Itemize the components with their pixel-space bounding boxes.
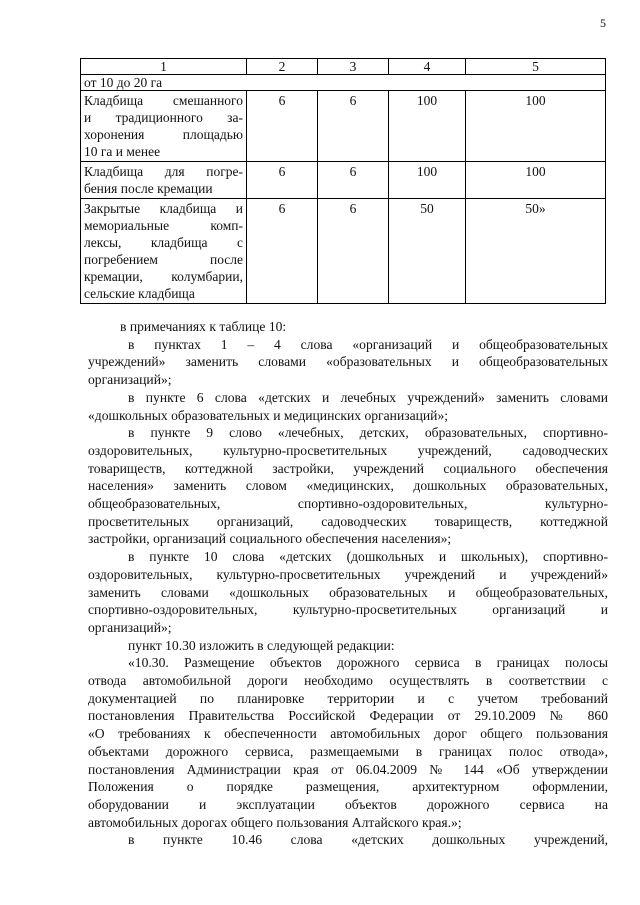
table-cell: 6 (247, 199, 318, 304)
table-cell-name (81, 199, 247, 304)
text-line: в пункте 9 слово «лечебных, детских, образовательных, спортивно- (128, 425, 608, 441)
text-line: в пунктах 1 – 4 слова «организаций и общеобразовательных (128, 336, 608, 352)
table-row (81, 199, 606, 304)
text-line: документацией по планировке территории и с учетом требований (88, 690, 608, 706)
cell-line: Кладбища смешанного (84, 93, 243, 108)
cell-line: 10 га и менее (84, 144, 161, 159)
text-line: товариществ, коттеджной застройки, учреждений социального обеспечения (88, 460, 608, 476)
document-body (88, 318, 608, 849)
text-line: общеобразовательных, спортивно-оздоровительных, культурно- (88, 496, 608, 512)
text-line: в пункте 6 слова «детских и лечебных учреждений» заменить словами (128, 389, 608, 405)
table-cell: 6 (318, 199, 389, 304)
table-cell: 6 (247, 91, 318, 162)
text-line: населения» заменить словом «медицинских, дошкольных образовательных, (88, 478, 608, 494)
cell-line: бения после кремации (84, 181, 213, 196)
text-line: постановления Администрации края от 06.04.2009 № 144 «Об утверждении (88, 761, 608, 777)
table-cell: 100 (389, 91, 466, 162)
table-section-filler (466, 75, 606, 91)
text-line: в пункте 10.46 слова «детских дошкольных учреждений, (128, 832, 608, 848)
cell-line: хоронения площадью (84, 127, 243, 142)
text-line: организаций»; (88, 619, 172, 635)
table-cell: 100 (389, 162, 466, 199)
table-section-label: от 10 до 20 га (81, 75, 247, 91)
text-line: застройки, организаций социального обеспечения населения»; (88, 531, 452, 547)
table-header-row (81, 59, 606, 75)
text-line: спортивно-оздоровительных, культурно-просветительных организаций и (88, 602, 608, 618)
table-cell: 50» (466, 199, 606, 304)
table-cell-name (81, 162, 247, 199)
text-line: «О требованиях к обеспеченности автомобильных дорог общего пользования (88, 726, 608, 742)
page-number: 5 (600, 16, 606, 30)
text-line: просветительных организаций, садоводческих товариществ, коттеджной (88, 513, 608, 529)
table-section-filler (247, 75, 318, 91)
table-row (81, 162, 606, 199)
cell-line: Кладбища для погре- (84, 164, 243, 179)
text-line: пункт 10.30 изложить в следующей редакции: (128, 637, 395, 653)
table-header-cell: 4 (389, 59, 466, 75)
table-cell-name (81, 91, 247, 162)
table-row (81, 91, 606, 162)
cell-line: сельские кладбища (84, 286, 195, 301)
table-section-filler (318, 75, 389, 91)
text-line: организаций»; (88, 372, 172, 388)
table-section-filler (389, 75, 466, 91)
cell-line: кремации, колумбарии, (84, 269, 243, 284)
text-line: в пункте 10 слова «детских (дошкольных и школьных), спортивно- (128, 549, 608, 565)
text-line: заменить словами «дошкольных образовательных и общеобразовательных, (88, 584, 608, 600)
text-line: отвода автомобильной дороги необходимо осуществлять в соответствии с (88, 673, 608, 689)
text-line: «дошкольных образовательных и медицинских организаций»; (88, 407, 449, 423)
table-section-row (81, 75, 606, 91)
cell-line: мемориальные комп- (84, 218, 243, 233)
text-line: Положения о порядке размещения, архитектурном оформлении, (88, 779, 608, 795)
text-line: учреждений» заменить словами «образовательных и общеобразовательных (88, 354, 608, 370)
text-line: оздоровительных, культурно-просветительных учреждений и учреждений» (88, 566, 608, 582)
text-line: оздоровительных, культурно-просветительных учреждений, садоводческих (88, 442, 608, 458)
table-header-cell: 2 (247, 59, 318, 75)
table-header-cell: 1 (81, 59, 247, 75)
table-header-cell: 5 (466, 59, 606, 75)
text-line: в примечаниях к таблице 10: (120, 319, 287, 334)
table-cell: 6 (318, 162, 389, 199)
text-line: оборудовании и эксплуатации объектов дорожного сервиса на (88, 796, 608, 812)
text-line: автомобильных дорогах общего пользования Алтайского края.»; (88, 814, 462, 830)
text-line: «10.30. Размещение объектов дорожного сервиса в границах полосы (128, 655, 608, 671)
cell-line: погребением после (84, 252, 243, 267)
table-cell: 6 (318, 91, 389, 162)
text-line: постановления Правительства Российской Федерации от 29.10.2009 № 860 (88, 708, 608, 724)
cell-line: Закрытые кладбища и (84, 201, 243, 216)
text-line: объектами дорожного сервиса, размещаемыми в границах полос отвода», (88, 743, 608, 759)
table-cell: 50 (389, 199, 466, 304)
cell-line: и традиционного за- (84, 110, 243, 125)
table-header-cell: 3 (318, 59, 389, 75)
standards-table (80, 58, 606, 304)
table-cell: 100 (466, 91, 606, 162)
cell-line: лексы, кладбища с (84, 235, 243, 250)
table-cell: 6 (247, 162, 318, 199)
table-cell: 100 (466, 162, 606, 199)
